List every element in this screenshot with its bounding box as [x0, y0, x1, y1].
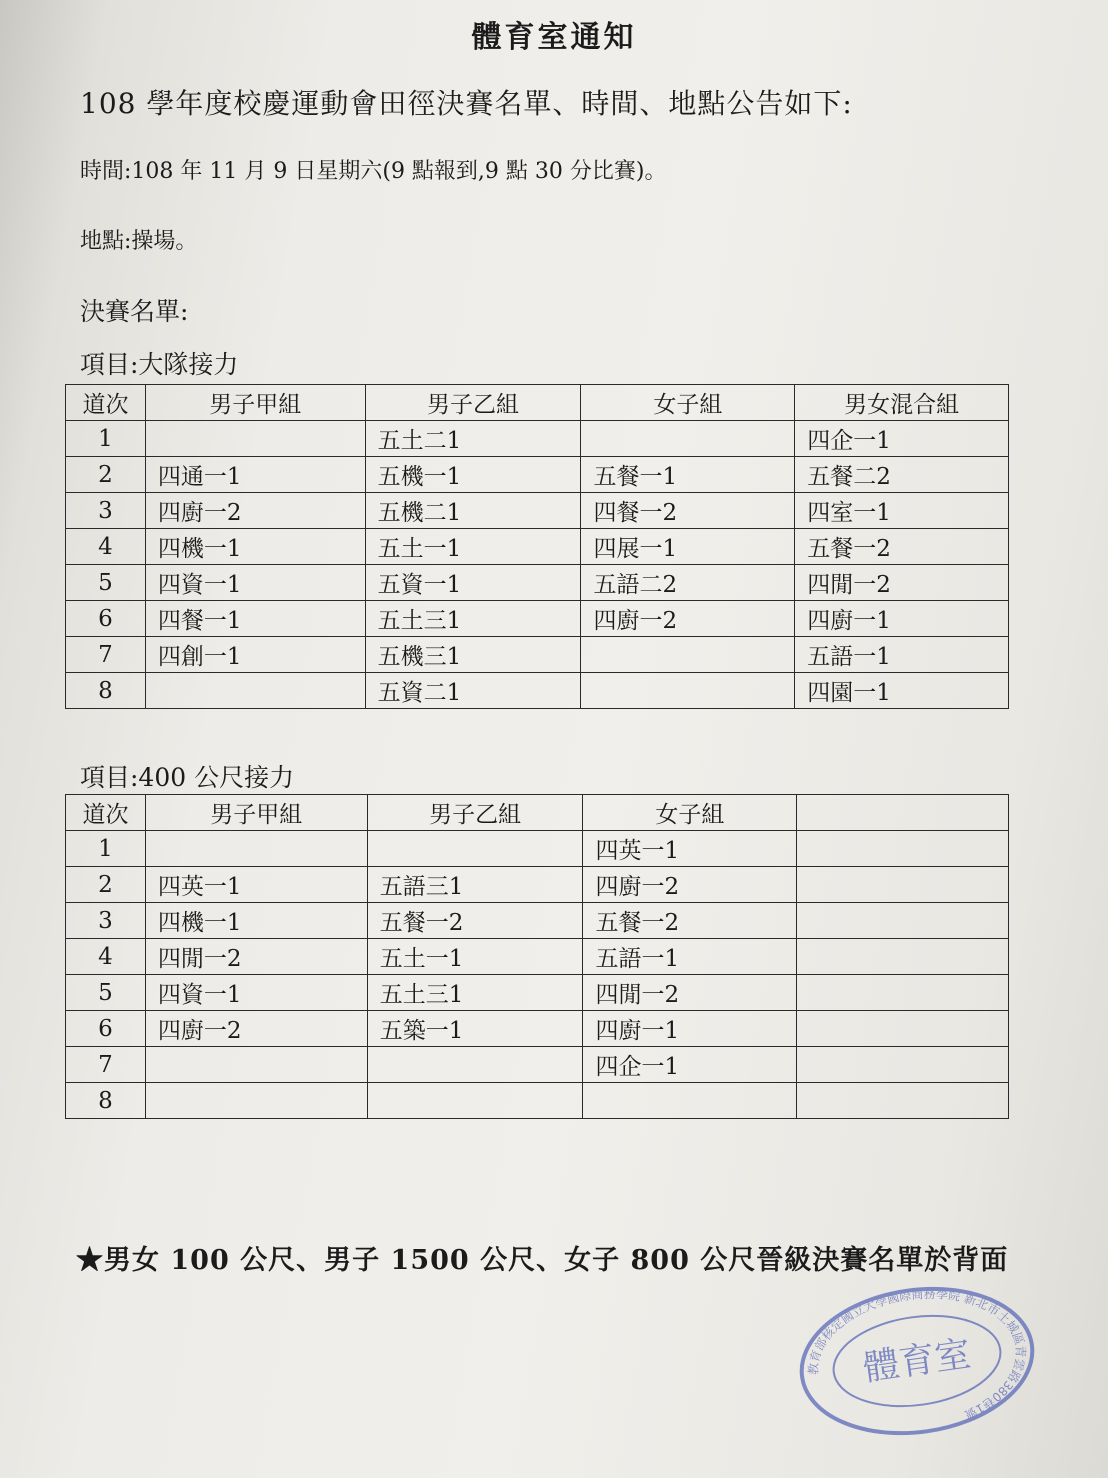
team-cell: 五土三1: [365, 601, 581, 637]
team-cell: 四餐一2: [581, 493, 795, 529]
team-cell: 五築一1: [367, 1011, 583, 1047]
400m-header-row: [66, 795, 1009, 831]
team-cell: 五土一1: [365, 529, 581, 565]
svg-text:教育部核定國立大學國際商務學院 新北市土城區青雲路380巷1: 教育部核定國立大學國際商務學院 新北市土城區青雲路380巷1號: [806, 1287, 1028, 1423]
team-cell: [581, 421, 795, 457]
team-cell: 五機一1: [365, 457, 581, 493]
team-cell: [581, 673, 795, 709]
team-cell: [367, 831, 583, 867]
lane-number: 1: [66, 831, 146, 867]
team-cell: 四餐一1: [145, 601, 365, 637]
team-cell: [145, 1047, 367, 1083]
team-cell: 四閒一2: [795, 565, 1009, 601]
team-cell: [145, 831, 367, 867]
400m-relay-heading: 項目:400 公尺接力: [80, 763, 295, 792]
team-cell: 五語二2: [581, 565, 795, 601]
team-cell: 五語一1: [583, 939, 797, 975]
team-cell: 四資一1: [145, 975, 367, 1011]
team-cell: [797, 831, 1009, 867]
team-cell: [145, 673, 365, 709]
lane-number: 1: [66, 421, 146, 457]
intro-text: 108 學年度校慶運動會田徑決賽名單、時間、地點公告如下:: [80, 87, 853, 120]
lane-number: 5: [66, 975, 146, 1011]
table-row: [66, 1047, 1009, 1083]
team-cell: 五餐一2: [367, 903, 583, 939]
relay-heading: 項目:大隊接力: [80, 350, 239, 379]
team-cell: 五餐一2: [583, 903, 797, 939]
team-cell: 五機三1: [365, 637, 581, 673]
table-row: [66, 637, 1009, 673]
table-row: [66, 939, 1009, 975]
table-row: [66, 493, 1009, 529]
event-place: 地點:操場。: [80, 229, 198, 254]
team-cell: 五土一1: [367, 939, 583, 975]
400m-header-cell: 男子乙組: [367, 795, 583, 831]
lane-number: 6: [66, 601, 146, 637]
team-cell: 四廚一2: [583, 867, 797, 903]
relay-header-cell: 男子乙組: [365, 385, 581, 421]
svg-text:體育室: 體育室: [860, 1333, 974, 1390]
team-cell: 四園一1: [795, 673, 1009, 709]
team-cell: 四廚一2: [145, 493, 365, 529]
relay-header-cell: 道次: [66, 385, 146, 421]
table-row: [66, 903, 1009, 939]
relay-table-body: [66, 421, 1009, 709]
relay-table: [65, 384, 1009, 709]
team-cell: [797, 903, 1009, 939]
team-cell: [581, 637, 795, 673]
relay-header-cell: 男女混合組: [795, 385, 1009, 421]
team-cell: 五資一1: [365, 565, 581, 601]
team-cell: 五語三1: [367, 867, 583, 903]
team-cell: 五土三1: [367, 975, 583, 1011]
lane-number: 4: [66, 939, 146, 975]
team-cell: 四展一1: [581, 529, 795, 565]
team-cell: [797, 1083, 1009, 1119]
400m-relay-table: [65, 794, 1009, 1119]
team-cell: 四閒一2: [145, 939, 367, 975]
team-cell: 四企一1: [795, 421, 1009, 457]
team-cell: [145, 421, 365, 457]
team-cell: [797, 975, 1009, 1011]
table-row: [66, 421, 1009, 457]
team-cell: 四英一1: [583, 831, 797, 867]
event-time: 時間:108 年 11 月 9 日星期六(9 點報到,9 點 30 分比賽)。: [80, 159, 667, 184]
table-row: [66, 565, 1009, 601]
lane-number: 7: [66, 1047, 146, 1083]
lane-number: 8: [66, 673, 146, 709]
table-row: [66, 975, 1009, 1011]
table-row: [66, 529, 1009, 565]
page-title: 體育室通知: [471, 20, 637, 55]
team-cell: 四英一1: [145, 867, 367, 903]
lane-number: 8: [66, 1083, 146, 1119]
table-row: [66, 457, 1009, 493]
team-cell: 四室一1: [795, 493, 1009, 529]
lane-number: 4: [66, 529, 146, 565]
team-cell: 五土二1: [365, 421, 581, 457]
office-seal-stamp: [797, 1286, 1037, 1436]
team-cell: 四廚一1: [583, 1011, 797, 1047]
footer-note: ★男女 100 公尺、男子 1500 公尺、女子 800 公尺晉級決賽名單於背面: [76, 1245, 1009, 1276]
team-cell: [367, 1047, 583, 1083]
table-row: [66, 1011, 1009, 1047]
relay-header-cell: 男子甲組: [145, 385, 365, 421]
team-cell: 五資二1: [365, 673, 581, 709]
team-cell: [797, 939, 1009, 975]
team-cell: 四企一1: [583, 1047, 797, 1083]
team-cell: [797, 867, 1009, 903]
finalist-heading: 決賽名單:: [80, 297, 189, 326]
400m-header-cell: [797, 795, 1009, 831]
team-cell: 四機一1: [145, 903, 367, 939]
team-cell: [145, 1083, 367, 1119]
team-cell: 四廚一1: [795, 601, 1009, 637]
team-cell: 四資一1: [145, 565, 365, 601]
relay-header-cell: 女子組: [581, 385, 795, 421]
400m-header-cell: 道次: [66, 795, 146, 831]
400m-header-cell: 女子組: [583, 795, 797, 831]
table-row: [66, 673, 1009, 709]
team-cell: 四通一1: [145, 457, 365, 493]
lane-number: 3: [66, 493, 146, 529]
team-cell: [797, 1047, 1009, 1083]
lane-number: 7: [66, 637, 146, 673]
lane-number: 3: [66, 903, 146, 939]
lane-number: 5: [66, 565, 146, 601]
team-cell: [583, 1083, 797, 1119]
table-row: [66, 831, 1009, 867]
team-cell: 四廚一2: [581, 601, 795, 637]
lane-number: 2: [66, 867, 146, 903]
team-cell: 四廚一2: [145, 1011, 367, 1047]
table-row: [66, 867, 1009, 903]
relay-header-row: [66, 385, 1009, 421]
team-cell: 四創一1: [145, 637, 365, 673]
team-cell: 五機二1: [365, 493, 581, 529]
400m-header-cell: 男子甲組: [145, 795, 367, 831]
team-cell: 五餐一2: [795, 529, 1009, 565]
team-cell: 五餐一1: [581, 457, 795, 493]
table-row: [66, 601, 1009, 637]
team-cell: 五餐二2: [795, 457, 1009, 493]
400m-table-body: [66, 831, 1009, 1119]
lane-number: 2: [66, 457, 146, 493]
team-cell: 五語一1: [795, 637, 1009, 673]
team-cell: 四閒一2: [583, 975, 797, 1011]
team-cell: 四機一1: [145, 529, 365, 565]
team-cell: [797, 1011, 1009, 1047]
table-row: [66, 1083, 1009, 1119]
team-cell: [367, 1083, 583, 1119]
lane-number: 6: [66, 1011, 146, 1047]
